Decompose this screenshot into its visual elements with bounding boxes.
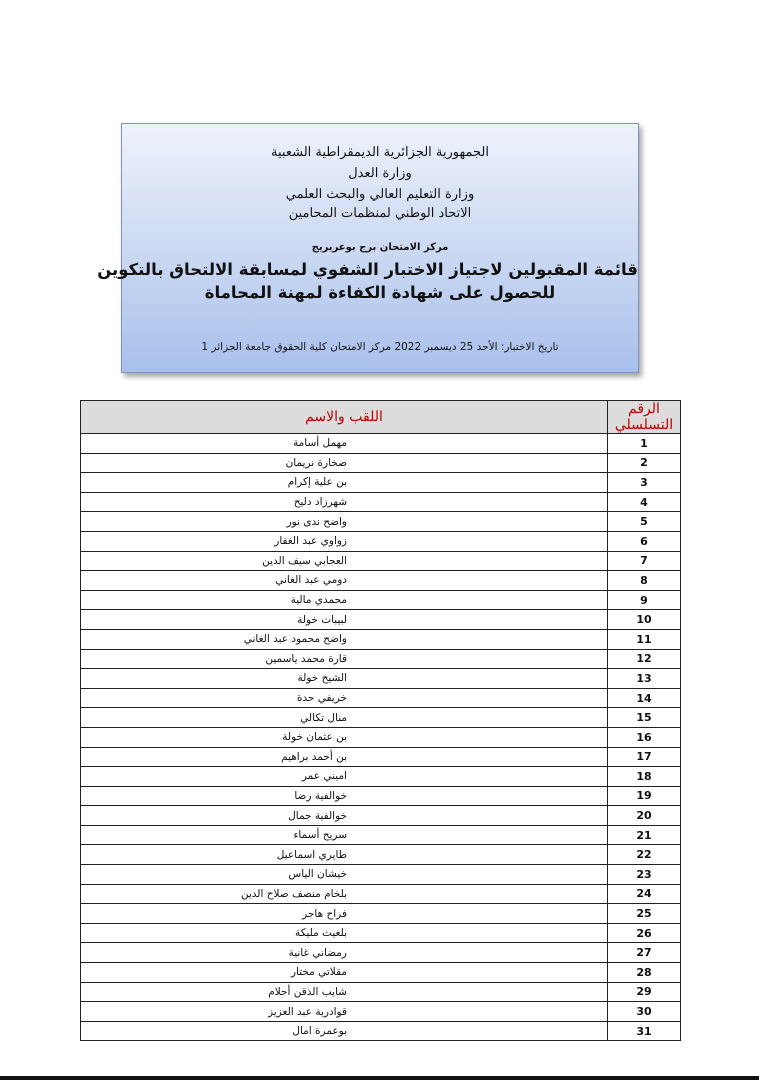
candidate-name: الشيخ خولة bbox=[81, 669, 608, 689]
row-number: 15 bbox=[608, 708, 681, 728]
table-row bbox=[81, 669, 681, 689]
row-number: 10 bbox=[608, 610, 681, 630]
table-row bbox=[81, 1021, 681, 1041]
row-number: 17 bbox=[608, 747, 681, 767]
table-row bbox=[81, 727, 681, 747]
candidate-name: بن عثمان خولة bbox=[81, 727, 608, 747]
candidate-name: بن أحمد براهيم bbox=[81, 747, 608, 767]
candidate-name: فراح هاجر bbox=[81, 904, 608, 924]
table-row bbox=[81, 434, 681, 454]
table-row bbox=[81, 825, 681, 845]
row-number: 27 bbox=[608, 943, 681, 963]
table-row bbox=[81, 845, 681, 865]
bottom-edge-line bbox=[0, 1076, 759, 1080]
candidate-name: خريفي حدة bbox=[81, 688, 608, 708]
candidate-name: زواوي عبد الغفار bbox=[81, 531, 608, 551]
exam-date-line: تاريخ الاختبار: الأحد 25 ديسمبر 2022 مركز الامتحان كلية الحقوق جامعة الجزائر 1 bbox=[201, 341, 559, 353]
candidate-name: دومي عبد الغاني bbox=[81, 571, 608, 591]
row-number: 20 bbox=[608, 806, 681, 826]
table-row bbox=[81, 590, 681, 610]
candidate-name: مهمل أسامة bbox=[81, 434, 608, 454]
table-header-row bbox=[81, 401, 681, 434]
exam-center-name: مركز الامتحان برج بوعريريج bbox=[311, 242, 449, 253]
table-row bbox=[81, 531, 681, 551]
candidate-name: صخارة نريمان bbox=[81, 453, 608, 473]
row-number: 29 bbox=[608, 982, 681, 1002]
column-header-name: اللقب والاسم bbox=[81, 401, 608, 434]
table-row bbox=[81, 551, 681, 571]
row-number: 7 bbox=[608, 551, 681, 571]
table-row bbox=[81, 943, 681, 963]
candidate-name: واضح ندى نور bbox=[81, 512, 608, 532]
row-number: 6 bbox=[608, 531, 681, 551]
republic-name: الجمهورية الجزائرية الديمقراطية الشعبية bbox=[271, 145, 489, 160]
candidate-name: خوالفية رضا bbox=[81, 786, 608, 806]
candidate-name: محمدي مالية bbox=[81, 590, 608, 610]
row-number: 5 bbox=[608, 512, 681, 532]
candidate-name: العجابي سيف الدين bbox=[81, 551, 608, 571]
table-row bbox=[81, 649, 681, 669]
table-row bbox=[81, 708, 681, 728]
table-row bbox=[81, 1002, 681, 1022]
table-row bbox=[81, 806, 681, 826]
row-number: 4 bbox=[608, 492, 681, 512]
candidate-name: رمضاني غانية bbox=[81, 943, 608, 963]
table-row bbox=[81, 904, 681, 924]
admitted-candidates-table bbox=[80, 400, 681, 1041]
table-row bbox=[81, 786, 681, 806]
candidate-name: طايري اسماعيل bbox=[81, 845, 608, 865]
row-number: 16 bbox=[608, 727, 681, 747]
table-body bbox=[81, 434, 681, 1041]
row-number: 28 bbox=[608, 963, 681, 983]
table-row bbox=[81, 629, 681, 649]
candidate-name: شايب الذقن أحلام bbox=[81, 982, 608, 1002]
row-number: 2 bbox=[608, 453, 681, 473]
table-row bbox=[81, 473, 681, 493]
row-number: 23 bbox=[608, 865, 681, 885]
row-number: 8 bbox=[608, 571, 681, 591]
row-number: 31 bbox=[608, 1021, 681, 1041]
candidate-name: قوادرية عبد العزيز bbox=[81, 1002, 608, 1022]
table-row bbox=[81, 512, 681, 532]
candidate-name: مقلاتي مختار bbox=[81, 963, 608, 983]
table-row bbox=[81, 453, 681, 473]
candidate-name: واضح محمود عبد الغاني bbox=[81, 629, 608, 649]
table-row bbox=[81, 963, 681, 983]
row-number: 24 bbox=[608, 884, 681, 904]
candidate-name: بن علية إكرام bbox=[81, 473, 608, 493]
table-row bbox=[81, 610, 681, 630]
table-row bbox=[81, 492, 681, 512]
candidate-name: قارة محمد ياسمين bbox=[81, 649, 608, 669]
table-row bbox=[81, 747, 681, 767]
row-number: 25 bbox=[608, 904, 681, 924]
header-box bbox=[97, 123, 639, 373]
table-row bbox=[81, 688, 681, 708]
row-number: 21 bbox=[608, 825, 681, 845]
document-title-line1: قائمة المقبولين لاجتياز الاختبار الشفوي لمسابقة الالتحاق بالتكوين bbox=[97, 260, 638, 279]
row-number: 1 bbox=[608, 434, 681, 454]
row-number: 19 bbox=[608, 786, 681, 806]
row-number: 26 bbox=[608, 923, 681, 943]
candidate-name: لبيبات خولة bbox=[81, 610, 608, 630]
candidate-name: بلخام منصف صلاح الدين bbox=[81, 884, 608, 904]
row-number: 13 bbox=[608, 669, 681, 689]
table-row bbox=[81, 884, 681, 904]
candidate-name: سريح أسماء bbox=[81, 825, 608, 845]
document-title-line2: للحصول على شهادة الكفاءة لمهنة المحاماة bbox=[204, 283, 556, 302]
table-row bbox=[81, 982, 681, 1002]
candidate-name: بلغيث مليكة bbox=[81, 923, 608, 943]
table-row bbox=[81, 767, 681, 787]
table-row bbox=[81, 923, 681, 943]
bar-association-union: الاتحاد الوطني لمنظمات المحامين bbox=[288, 206, 472, 221]
column-header-number: الرقم التسلسلي bbox=[608, 401, 681, 434]
row-number: 22 bbox=[608, 845, 681, 865]
row-number: 14 bbox=[608, 688, 681, 708]
candidate-name: خوالفية جمال bbox=[81, 806, 608, 826]
row-number: 12 bbox=[608, 649, 681, 669]
candidate-name: خيشان الياس bbox=[81, 865, 608, 885]
ministry-higher-education: وزارة التعليم العالي والبحث العلمي bbox=[285, 187, 475, 202]
row-number: 30 bbox=[608, 1002, 681, 1022]
candidate-name: شهرزاد دليح bbox=[81, 492, 608, 512]
table-row bbox=[81, 571, 681, 591]
row-number: 3 bbox=[608, 473, 681, 493]
candidate-name: منال تكالي bbox=[81, 708, 608, 728]
candidate-name: بوعمرة امال bbox=[81, 1021, 608, 1041]
ministry-justice: وزارة العدل bbox=[348, 166, 412, 181]
row-number: 18 bbox=[608, 767, 681, 787]
candidate-name: اميني عمر bbox=[81, 767, 608, 787]
row-number: 9 bbox=[608, 590, 681, 610]
table-row bbox=[81, 865, 681, 885]
row-number: 11 bbox=[608, 629, 681, 649]
